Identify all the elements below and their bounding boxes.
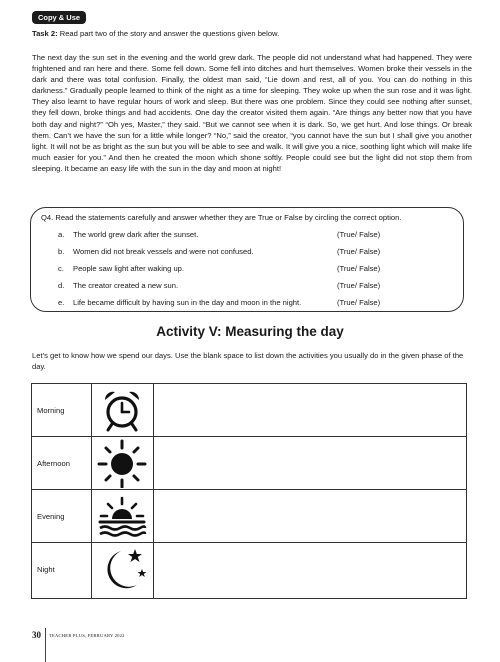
statement-item (31, 281, 463, 297)
true-false-options[interactable]: (True/ False) (337, 298, 381, 307)
activity-space-afternoon[interactable] (154, 437, 466, 490)
table-row-morning (32, 384, 466, 437)
question-box (30, 207, 464, 312)
activity-title: Activity V: Measuring the day (156, 324, 344, 339)
story-paragraph: The next day the sun set in the evening and the world grew dark. The people did not understand what had happened. They were frightened and ran here and there. Some fell down. Some fell into ditches and hurt themselves. Women broke their vessels in the dark and there was total confusion. Finally, the oldest man said, “Lie down and rest, all of you. You can do nothing in this darkness.” Gradually people learned to think of the night as a time for sleeping. They woke up when the sun rose and it was light. They also learnt to have regular hours of work and sleep. But there was one problem. Since they could see nothing after sunset, they fell down, broke things and had accidents. One day the creator visited them again. “Are things any better now that you have both day and night?” “Oh yes, Master,” they said. “But we cannot see when it is dark. So, we get hurt. And lose things. Or break them. Can’t we have the sun for a little while longer? “No,” said the creator, “you cannot have the sun but I shall give you another light. It will not be as bright as the sun but you will be able to see and walk. It will give you a nice, soothing light which will make life much easier for you.” And then he created the moon which shone softly. People could see but the light did not stop them from sleeping. It became an easy life with the sun in the day and moon at night! (32, 53, 472, 173)
statement-text: Life became difficult by having sun in the day and moon in the night. (73, 298, 302, 307)
statement-item (31, 298, 463, 314)
sun-icon (95, 439, 149, 488)
true-false-options[interactable]: (True/ False) (337, 247, 381, 256)
day-phase-table (31, 383, 467, 599)
statement-letter: e. (58, 298, 65, 307)
activity-intro: Let’s get to know how we spend our days. Use the blank space to list down the activities you usually do in the given phase of the day. (32, 351, 464, 371)
activity-space-morning[interactable] (154, 384, 466, 437)
statement-letter: b. (58, 247, 65, 256)
statement-letter: d. (58, 281, 65, 290)
question-heading: Q4. Read the statements carefully and answer whether they are True or False by circling the correct option. (41, 213, 402, 222)
true-false-options[interactable]: (True/ False) (337, 264, 381, 273)
task-label: Task 2: (32, 29, 58, 38)
task-text: Read part two of the story and answer the questions given below. (57, 29, 280, 38)
table-row-afternoon (32, 437, 466, 490)
statement-item (31, 247, 463, 263)
alarm-clock-icon (95, 386, 149, 435)
section-badge: Copy & Use (32, 11, 86, 24)
activity-space-night[interactable] (154, 543, 466, 596)
page-number: 30 (32, 630, 41, 640)
phase-label: Morning (37, 406, 65, 415)
sunset-icon (95, 492, 149, 541)
statement-letter: a. (58, 230, 65, 239)
statement-item (31, 264, 463, 280)
true-false-options[interactable]: (True/ False) (337, 230, 381, 239)
true-false-options[interactable]: (True/ False) (337, 281, 381, 290)
statement-item (31, 230, 463, 246)
phase-label: Night (37, 565, 55, 574)
statement-text: People saw light after waking up. (73, 264, 185, 273)
statement-text: The creator created a new sun. (73, 281, 179, 290)
moon-stars-icon (95, 545, 149, 594)
task-instruction (32, 29, 472, 39)
activity-space-evening[interactable] (154, 490, 466, 543)
publication-credit: TEACHER PLUS, FEBRUARY 2022 (49, 633, 125, 638)
footer-divider (45, 628, 46, 662)
phase-label: Evening (37, 512, 65, 521)
phase-label: Afternoon (37, 459, 70, 468)
statement-text: Women did not break vessels and were not confused. (73, 247, 254, 256)
table-row-evening (32, 490, 466, 543)
statement-letter: c. (58, 264, 64, 273)
statement-text: The world grew dark after the sunset. (73, 230, 199, 239)
table-row-night (32, 543, 466, 596)
